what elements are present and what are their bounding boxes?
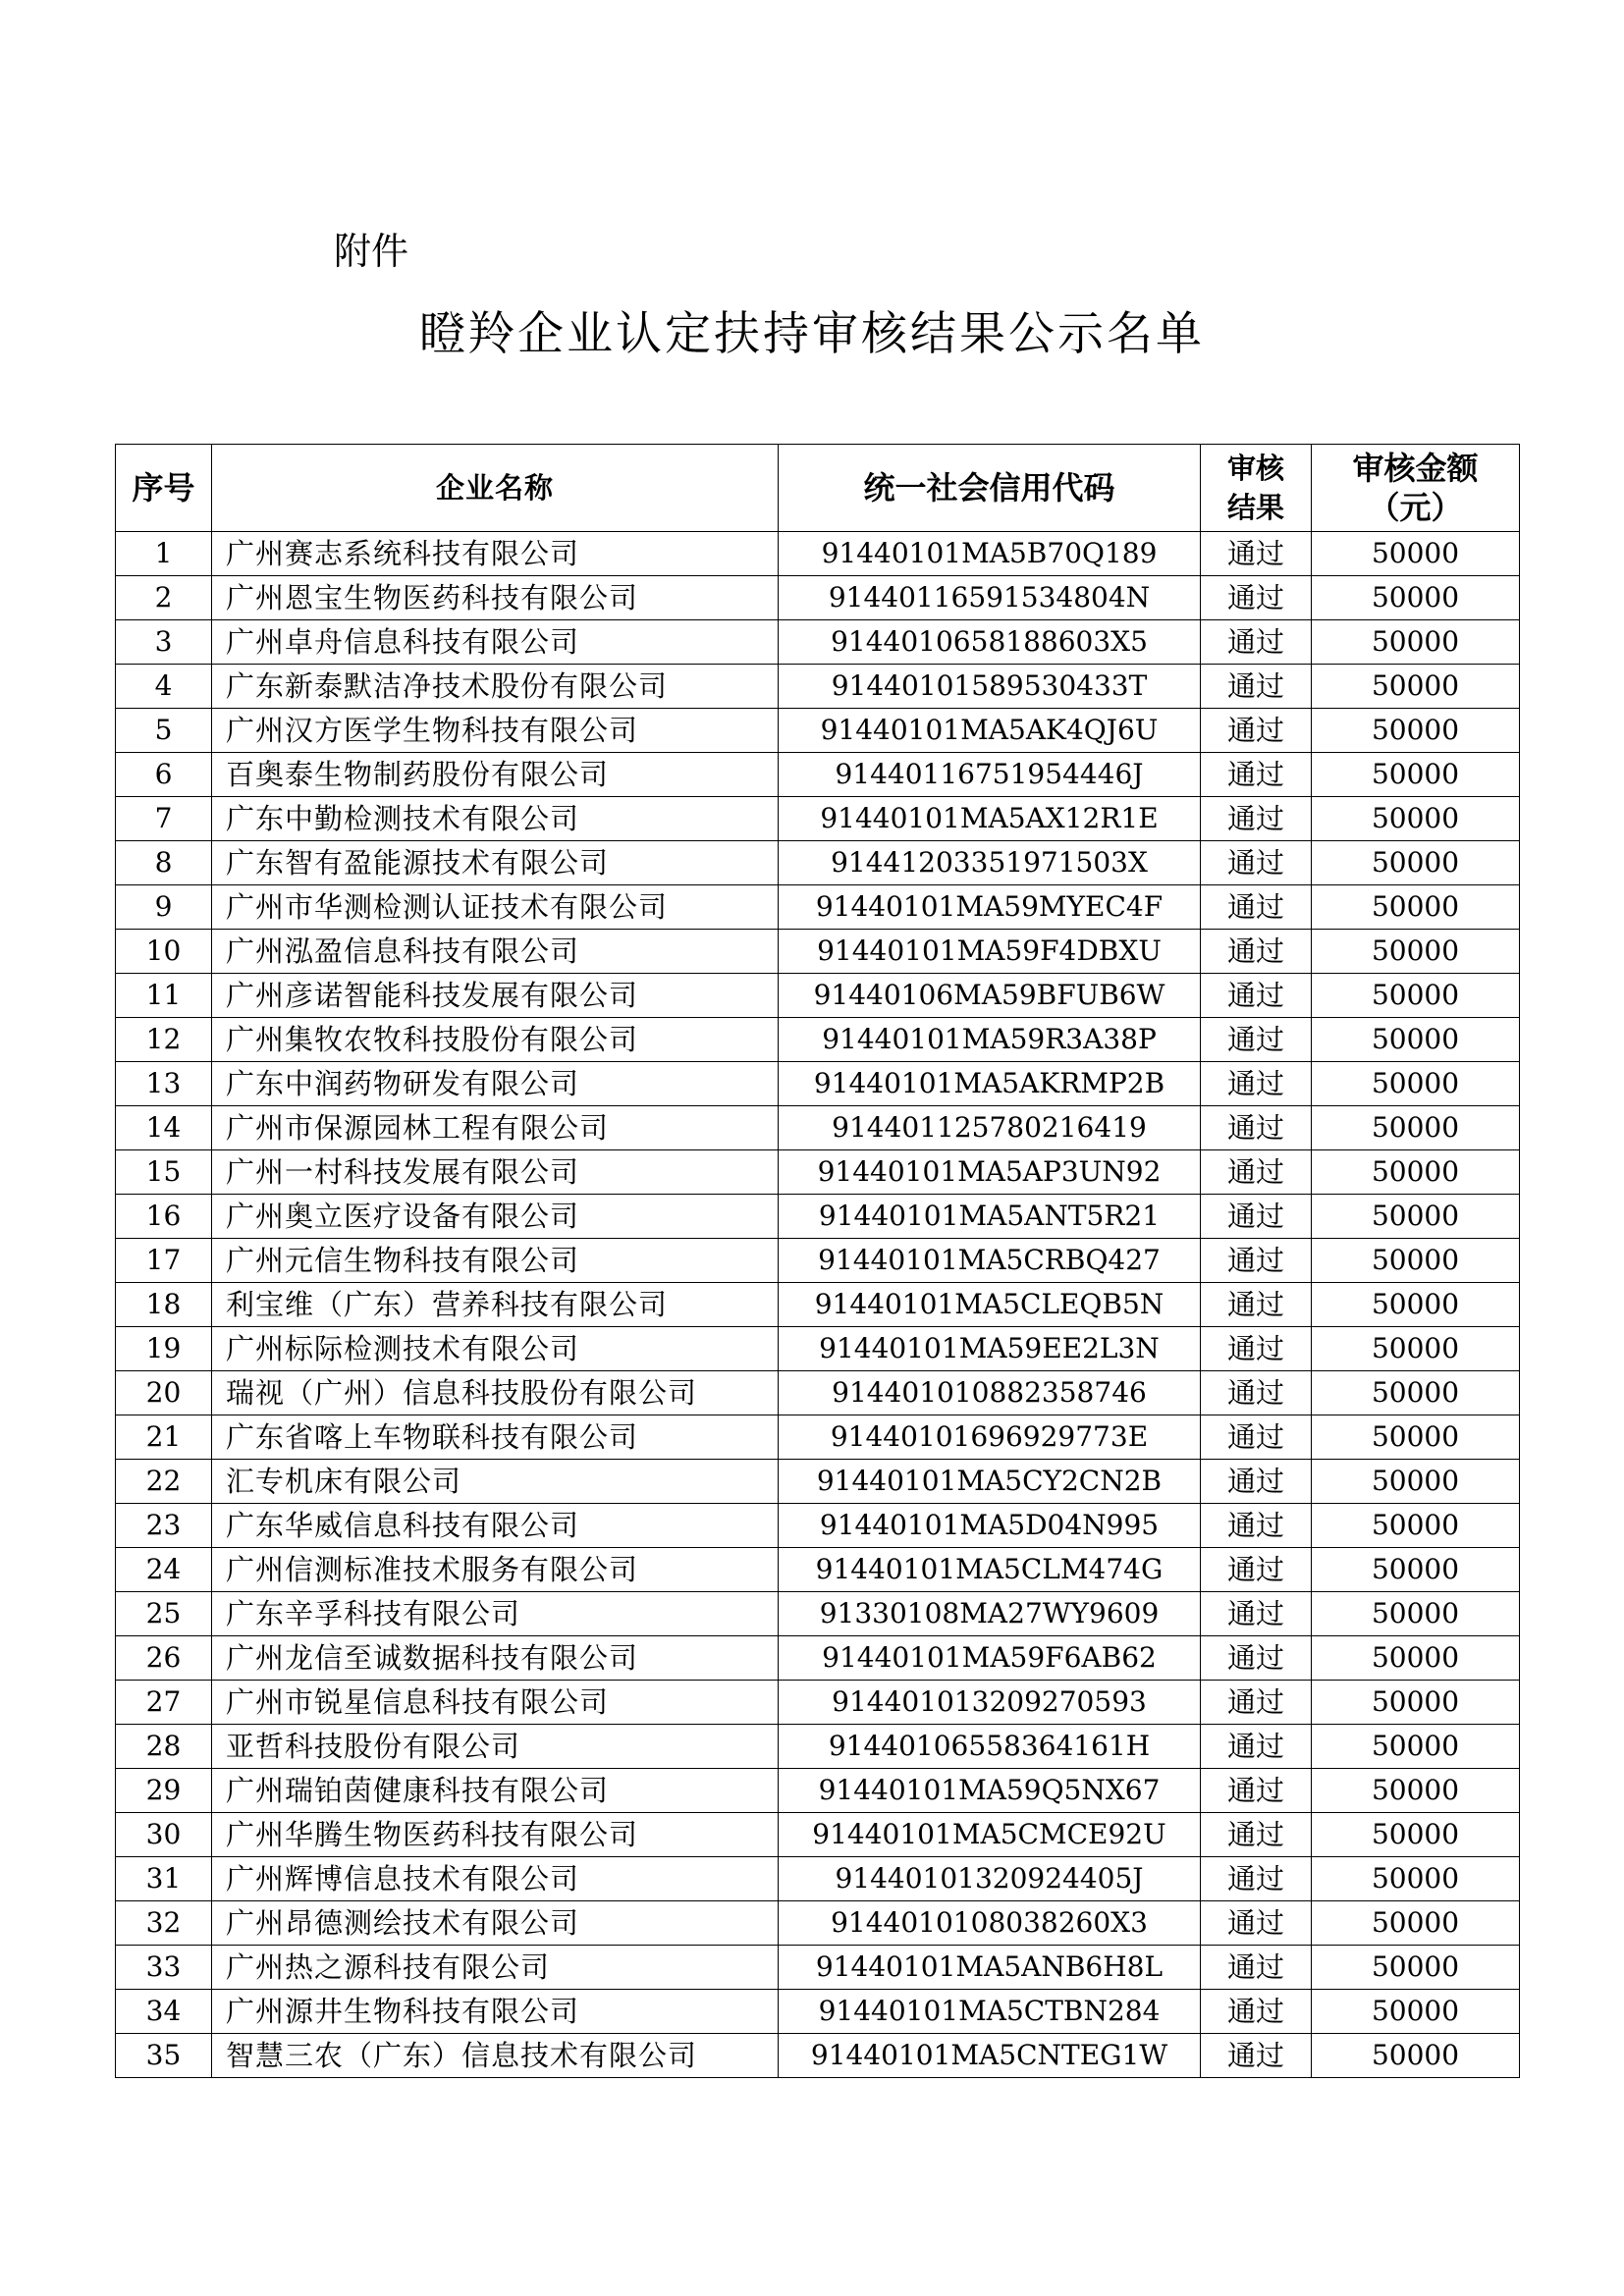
cell-amount: 50000	[1312, 1946, 1520, 1990]
cell-no: 21	[116, 1415, 212, 1460]
cell-amount: 50000	[1312, 797, 1520, 841]
cell-credit-code: 9144010658188603X5	[779, 620, 1201, 665]
table-row	[116, 1901, 1520, 1946]
cell-result: 通过	[1201, 974, 1312, 1018]
cell-amount: 50000	[1312, 1504, 1520, 1548]
table-row	[116, 885, 1520, 930]
cell-company-name: 亚哲科技股份有限公司	[212, 1725, 779, 1769]
cell-amount: 50000	[1312, 1813, 1520, 1857]
table-body	[116, 532, 1520, 2078]
cell-credit-code: 9144010108038260X3	[779, 1901, 1201, 1946]
cell-no: 31	[116, 1857, 212, 1901]
cell-no: 10	[116, 930, 212, 974]
table-row	[116, 1415, 1520, 1460]
cell-amount: 50000	[1312, 1150, 1520, 1195]
cell-amount: 50000	[1312, 1901, 1520, 1946]
cell-credit-code: 91330108MA27WY9609	[779, 1592, 1201, 1636]
cell-credit-code: 91440101MA5CLM474G	[779, 1548, 1201, 1592]
cell-amount: 50000	[1312, 1195, 1520, 1239]
cell-result: 通过	[1201, 1548, 1312, 1592]
cell-no: 27	[116, 1681, 212, 1725]
table-row	[116, 1813, 1520, 1857]
table-row	[116, 1106, 1520, 1150]
table-row	[116, 753, 1520, 797]
cell-result: 通过	[1201, 532, 1312, 576]
cell-company-name: 汇专机床有限公司	[212, 1460, 779, 1504]
cell-amount: 50000	[1312, 1415, 1520, 1460]
cell-no: 8	[116, 841, 212, 885]
cell-no: 3	[116, 620, 212, 665]
cell-company-name: 广州市保源园林工程有限公司	[212, 1106, 779, 1150]
cell-result: 通过	[1201, 1371, 1312, 1415]
cell-no: 6	[116, 753, 212, 797]
header-code: 统一社会信用代码	[779, 445, 1201, 532]
header-result	[1201, 445, 1312, 532]
cell-result: 通过	[1201, 1857, 1312, 1901]
cell-company-name: 瑞视（广州）信息科技股份有限公司	[212, 1371, 779, 1415]
cell-result: 通过	[1201, 1283, 1312, 1327]
table-row	[116, 2034, 1520, 2078]
cell-no: 17	[116, 1239, 212, 1283]
cell-result: 通过	[1201, 709, 1312, 753]
cell-result: 通过	[1201, 1636, 1312, 1681]
cell-no: 34	[116, 1990, 212, 2034]
cell-amount: 50000	[1312, 974, 1520, 1018]
cell-result: 通过	[1201, 1327, 1312, 1371]
cell-no: 28	[116, 1725, 212, 1769]
cell-result: 通过	[1201, 1150, 1312, 1195]
cell-amount: 50000	[1312, 532, 1520, 576]
cell-no: 26	[116, 1636, 212, 1681]
table-row	[116, 532, 1520, 576]
table-row	[116, 1239, 1520, 1283]
cell-credit-code: 91440101MA5CTBN284	[779, 1990, 1201, 2034]
cell-credit-code: 91440101MA59Q5NX67	[779, 1769, 1201, 1813]
cell-company-name: 广州汉方医学生物科技有限公司	[212, 709, 779, 753]
cell-result: 通过	[1201, 841, 1312, 885]
cell-result: 通过	[1201, 797, 1312, 841]
cell-company-name: 广州辉博信息技术有限公司	[212, 1857, 779, 1901]
cell-company-name: 广州赛志系统科技有限公司	[212, 532, 779, 576]
cell-credit-code: 91440101MA5B70Q189	[779, 532, 1201, 576]
cell-company-name: 百奥泰生物制药股份有限公司	[212, 753, 779, 797]
cell-company-name: 广州信测标准技术服务有限公司	[212, 1548, 779, 1592]
cell-credit-code: 91440101MA5AKRMP2B	[779, 1062, 1201, 1106]
cell-amount: 50000	[1312, 930, 1520, 974]
cell-result: 通过	[1201, 620, 1312, 665]
cell-credit-code: 91440101MA5AX12R1E	[779, 797, 1201, 841]
header-amount-line2: （元）	[1368, 489, 1463, 526]
cell-no: 29	[116, 1769, 212, 1813]
table-row	[116, 709, 1520, 753]
cell-credit-code: 91440106MA59BFUB6W	[779, 974, 1201, 1018]
cell-result: 通过	[1201, 1106, 1312, 1150]
header-row	[116, 445, 1520, 532]
results-table	[115, 444, 1520, 2078]
table-row	[116, 1946, 1520, 1990]
cell-no: 32	[116, 1901, 212, 1946]
cell-credit-code: 91440101MA5AK4QJ6U	[779, 709, 1201, 753]
cell-result: 通过	[1201, 1725, 1312, 1769]
table-row	[116, 1636, 1520, 1681]
cell-company-name: 广州彦诺智能科技发展有限公司	[212, 974, 779, 1018]
cell-result: 通过	[1201, 1062, 1312, 1106]
table-row	[116, 1460, 1520, 1504]
cell-result: 通过	[1201, 1681, 1312, 1725]
cell-company-name: 广州集牧农牧科技股份有限公司	[212, 1018, 779, 1062]
cell-credit-code: 91440101MA59EE2L3N	[779, 1327, 1201, 1371]
cell-amount: 50000	[1312, 665, 1520, 709]
cell-result: 通过	[1201, 1018, 1312, 1062]
cell-company-name: 广东华威信息科技有限公司	[212, 1504, 779, 1548]
table-row	[116, 620, 1520, 665]
cell-no: 1	[116, 532, 212, 576]
cell-credit-code: 91440101MA5CLEQB5N	[779, 1283, 1201, 1327]
cell-result: 通过	[1201, 1592, 1312, 1636]
cell-credit-code: 91440101MA5AP3UN92	[779, 1150, 1201, 1195]
cell-amount: 50000	[1312, 1327, 1520, 1371]
cell-company-name: 广东中润药物研发有限公司	[212, 1062, 779, 1106]
cell-amount: 50000	[1312, 709, 1520, 753]
cell-amount: 50000	[1312, 1857, 1520, 1901]
cell-company-name: 广州源井生物科技有限公司	[212, 1990, 779, 2034]
cell-no: 5	[116, 709, 212, 753]
cell-result: 通过	[1201, 1195, 1312, 1239]
cell-no: 18	[116, 1283, 212, 1327]
cell-credit-code: 914401125780216419	[779, 1106, 1201, 1150]
table-row	[116, 1283, 1520, 1327]
cell-no: 24	[116, 1548, 212, 1592]
cell-no: 20	[116, 1371, 212, 1415]
cell-company-name: 广州奥立医疗设备有限公司	[212, 1195, 779, 1239]
header-result-line1: 审核	[1226, 452, 1284, 485]
cell-company-name: 广州卓舟信息科技有限公司	[212, 620, 779, 665]
cell-no: 14	[116, 1106, 212, 1150]
table-row	[116, 1548, 1520, 1592]
cell-company-name: 广州一村科技发展有限公司	[212, 1150, 779, 1195]
cell-result: 通过	[1201, 576, 1312, 620]
cell-result: 通过	[1201, 1901, 1312, 1946]
cell-company-name: 广州泓盈信息科技有限公司	[212, 930, 779, 974]
cell-amount: 50000	[1312, 753, 1520, 797]
cell-credit-code: 91440101MA5ANT5R21	[779, 1195, 1201, 1239]
cell-amount: 50000	[1312, 576, 1520, 620]
cell-amount: 50000	[1312, 1106, 1520, 1150]
cell-no: 23	[116, 1504, 212, 1548]
cell-amount: 50000	[1312, 885, 1520, 930]
table-row	[116, 1681, 1520, 1725]
cell-credit-code: 91440101MA59MYEC4F	[779, 885, 1201, 930]
cell-result: 通过	[1201, 930, 1312, 974]
table-row	[116, 576, 1520, 620]
cell-company-name: 广东省喀上车物联科技有限公司	[212, 1415, 779, 1460]
table-row	[116, 1062, 1520, 1106]
table-row	[116, 1990, 1520, 2034]
table-row	[116, 1592, 1520, 1636]
table-row	[116, 1504, 1520, 1548]
cell-no: 16	[116, 1195, 212, 1239]
cell-result: 通过	[1201, 753, 1312, 797]
cell-company-name: 广州元信生物科技有限公司	[212, 1239, 779, 1283]
cell-amount: 50000	[1312, 1018, 1520, 1062]
cell-no: 15	[116, 1150, 212, 1195]
cell-company-name: 广东辛孚科技有限公司	[212, 1592, 779, 1636]
cell-company-name: 广州标际检测技术有限公司	[212, 1327, 779, 1371]
cell-credit-code: 91440106558364161H	[779, 1725, 1201, 1769]
cell-credit-code: 91440101MA5CY2CN2B	[779, 1460, 1201, 1504]
document-title: 瞪羚企业认定扶持审核结果公示名单	[419, 307, 1205, 361]
cell-credit-code: 91440101MA5D04N995	[779, 1504, 1201, 1548]
cell-credit-code: 914401013209270593	[779, 1681, 1201, 1725]
table-row	[116, 1769, 1520, 1813]
cell-amount: 50000	[1312, 1636, 1520, 1681]
cell-credit-code: 91440116591534804N	[779, 576, 1201, 620]
cell-no: 12	[116, 1018, 212, 1062]
cell-result: 通过	[1201, 1769, 1312, 1813]
cell-amount: 50000	[1312, 1725, 1520, 1769]
table-row	[116, 930, 1520, 974]
cell-credit-code: 91440101320924405J	[779, 1857, 1201, 1901]
cell-no: 25	[116, 1592, 212, 1636]
header-result-line2: 结果	[1226, 491, 1284, 524]
cell-amount: 50000	[1312, 1990, 1520, 2034]
cell-company-name: 广州恩宝生物医药科技有限公司	[212, 576, 779, 620]
cell-credit-code: 91440101MA5CMCE92U	[779, 1813, 1201, 1857]
cell-company-name: 广州热之源科技有限公司	[212, 1946, 779, 1990]
cell-company-name: 广州瑞铂茵健康科技有限公司	[212, 1769, 779, 1813]
cell-company-name: 广州市锐星信息科技有限公司	[212, 1681, 779, 1725]
table-header	[116, 445, 1520, 532]
cell-credit-code: 91440116751954446J	[779, 753, 1201, 797]
cell-no: 2	[116, 576, 212, 620]
cell-result: 通过	[1201, 2034, 1312, 2078]
cell-result: 通过	[1201, 1239, 1312, 1283]
table-row	[116, 841, 1520, 885]
cell-company-name: 广州龙信至诚数据科技有限公司	[212, 1636, 779, 1681]
table-row	[116, 974, 1520, 1018]
cell-no: 9	[116, 885, 212, 930]
table-row	[116, 1371, 1520, 1415]
cell-amount: 50000	[1312, 620, 1520, 665]
cell-no: 19	[116, 1327, 212, 1371]
table-row	[116, 1018, 1520, 1062]
header-amount	[1312, 445, 1520, 532]
cell-credit-code: 914401010882358746	[779, 1371, 1201, 1415]
cell-company-name: 广东智有盈能源技术有限公司	[212, 841, 779, 885]
table-row	[116, 1327, 1520, 1371]
cell-no: 7	[116, 797, 212, 841]
cell-amount: 50000	[1312, 1592, 1520, 1636]
cell-no: 11	[116, 974, 212, 1018]
cell-company-name: 利宝维（广东）营养科技有限公司	[212, 1283, 779, 1327]
cell-company-name: 广东新泰默洁净技术股份有限公司	[212, 665, 779, 709]
cell-credit-code: 91440101MA5CRBQ427	[779, 1239, 1201, 1283]
cell-company-name: 广州市华测检测认证技术有限公司	[212, 885, 779, 930]
cell-credit-code: 91441203351971503X	[779, 841, 1201, 885]
cell-result: 通过	[1201, 1990, 1312, 2034]
cell-amount: 50000	[1312, 2034, 1520, 2078]
cell-result: 通过	[1201, 1415, 1312, 1460]
cell-credit-code: 91440101696929773E	[779, 1415, 1201, 1460]
cell-result: 通过	[1201, 1504, 1312, 1548]
cell-credit-code: 91440101MA59F4DBXU	[779, 930, 1201, 974]
cell-credit-code: 91440101589530433T	[779, 665, 1201, 709]
cell-amount: 50000	[1312, 1769, 1520, 1813]
cell-amount: 50000	[1312, 1460, 1520, 1504]
header-no: 序号	[116, 445, 212, 532]
cell-amount: 50000	[1312, 1062, 1520, 1106]
table-row	[116, 797, 1520, 841]
table-row	[116, 1195, 1520, 1239]
cell-amount: 50000	[1312, 1283, 1520, 1327]
cell-no: 13	[116, 1062, 212, 1106]
cell-result: 通过	[1201, 1946, 1312, 1990]
cell-amount: 50000	[1312, 1371, 1520, 1415]
cell-result: 通过	[1201, 665, 1312, 709]
cell-no: 33	[116, 1946, 212, 1990]
cell-result: 通过	[1201, 1460, 1312, 1504]
cell-no: 22	[116, 1460, 212, 1504]
cell-amount: 50000	[1312, 1681, 1520, 1725]
cell-credit-code: 91440101MA59F6AB62	[779, 1636, 1201, 1681]
cell-credit-code: 91440101MA59R3A38P	[779, 1018, 1201, 1062]
cell-company-name: 广州华腾生物医药科技有限公司	[212, 1813, 779, 1857]
table-row	[116, 665, 1520, 709]
cell-amount: 50000	[1312, 841, 1520, 885]
cell-credit-code: 91440101MA5CNTEG1W	[779, 2034, 1201, 2078]
cell-company-name: 智慧三农（广东）信息技术有限公司	[212, 2034, 779, 2078]
table-row	[116, 1857, 1520, 1901]
cell-result: 通过	[1201, 1813, 1312, 1857]
cell-amount: 50000	[1312, 1239, 1520, 1283]
cell-amount: 50000	[1312, 1548, 1520, 1592]
cell-company-name: 广州昂德测绘技术有限公司	[212, 1901, 779, 1946]
annex-label: 附件	[334, 230, 409, 273]
cell-no: 30	[116, 1813, 212, 1857]
cell-no: 4	[116, 665, 212, 709]
cell-company-name: 广东中勤检测技术有限公司	[212, 797, 779, 841]
header-name: 企业名称	[212, 445, 779, 532]
cell-credit-code: 91440101MA5ANB6H8L	[779, 1946, 1201, 1990]
cell-no: 35	[116, 2034, 212, 2078]
table-row	[116, 1150, 1520, 1195]
cell-result: 通过	[1201, 885, 1312, 930]
header-amount-line1: 审核金额	[1352, 450, 1479, 487]
table-row	[116, 1725, 1520, 1769]
